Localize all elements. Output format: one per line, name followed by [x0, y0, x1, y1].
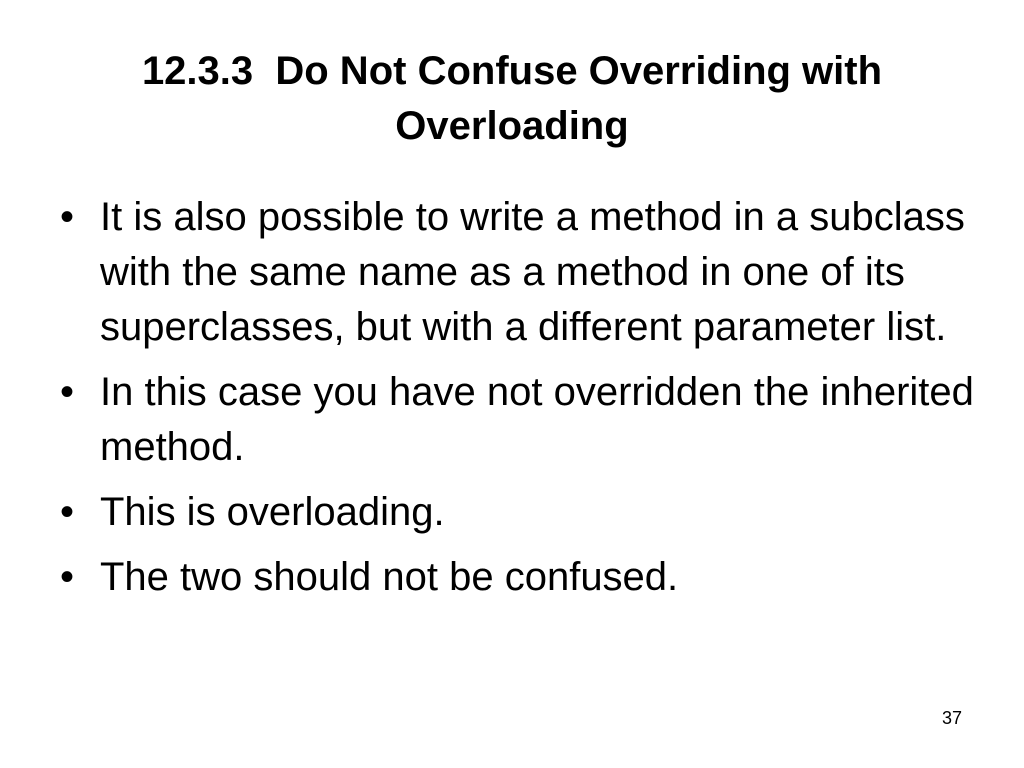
slide-title: 12.3.3 Do Not Confuse Overriding with Overloading [141, 49, 883, 148]
page-number: 37 [941, 708, 962, 728]
bullet-text: It is also possible to write a method in a subclass with the same name as a method in one of its superclasses, but with a different parameter list. [100, 195, 965, 349]
bullet-icon: • [60, 490, 75, 534]
list-item [56, 485, 976, 540]
bullet-text: The two should not be confused. [100, 555, 679, 599]
bullet-text: In this case you have not overridden the inherited method. [100, 370, 974, 469]
list-item [56, 190, 976, 355]
list-item [56, 550, 976, 605]
bullet-list [56, 190, 976, 615]
bullet-icon: • [60, 195, 75, 239]
bullet-icon: • [60, 370, 75, 414]
bullet-text: This is overloading. [100, 490, 445, 534]
list-item [56, 365, 976, 475]
bullet-icon: • [60, 555, 75, 599]
